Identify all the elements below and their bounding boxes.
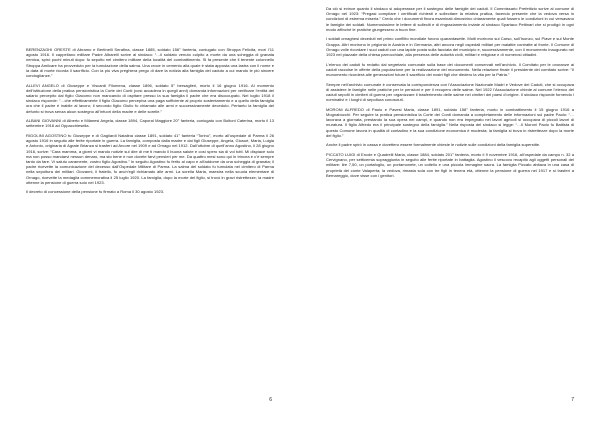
page-number-left: 6 (269, 397, 272, 403)
paragraph-rigolini: RIGOLINI AGOSTINO fu Giuseppe e di Gagliardi Natalina classe 1891, soldato 41° fanteria “Torino”, morto all’ospedale di Parma il 26 agosto 1916 in seguito alle ferite riportate in guerra. La famiglia, composta dalla madre e dai figli Giuseppe, Angela, Giosuè, Maria, Luigia e Antonio, originaria di Agrate Brianza si trasferì ad Arcore nel 1909 e ad Ornago nel 1912. Dall’ottobre di quell’anno Agostino, il 28 giugno 1916, scrive: “Cara mamma, a giorni vi mando notizie sul dire di me ti mando il buona salute e così spero sia di voi tutti. Mi dispiace solo ma non posso mandarvi nessun denaro, ma sto bene e non dovete farvi pensieri per me. Da quattro mesi sono qui in trincea e c’è sempre tanto da fare. Vi saluto caramente, vostro figlio Agostino.” In seguito Agostino fu ferito al capo e all’addome da una scheggia di granata; il padre ricevette la comunicazione del decesso dall’Ospedale Militare di Parma. La salma del soldato fu tumulata nel cimitero di Parma nella sepoltura dei militari. Giovanni, il fratello, fu anch’egli richiamato alle armi. La sorella Maria, maestra nella scuola elementare di Ornago, ricevette la medaglia commemorativa il 25 luglio 1920. La famiglia, dopo la morte del figlio, si trovò in gravi ristrettezze; la madre ottenne la pensione di guerra solo nel 1923. (26, 133, 274, 185)
paragraph-memorial-list: L’elenco dei caduti fu redatto dal segretario comunale sulla base dei documenti conservati nell’archivio. Il Comitato per le onoranze ai caduti raccolse le offerte della popolazione per la realizzazione del monumento. Nella relazione finale il presidente del comitato scrive: “Il monumento ricorderà alle generazioni future il sacrificio dei nostri figli che diedero la vita per la Patria.” (326, 61, 574, 78)
paragraph-moroni: MORONI ALFREDO di Paolo e Pavesi Maria, classe 1891, soldato 158° fanteria, morto in combattimento il 15 giugno 1916 a Mognabocchi. Per seguire la pratica pensionistica la Corte dei Conti domanda a completamento delle informazioni sul padre Paolo: “…lavorava a giornata, prestando la sua opera nei campi, e quando non era impegnato nei lavori agricoli si occupava di piccoli lavori di muratura. Il figlio Alfredo era il principale sostegno della famiglia.” Nella risposta del sindaco si legge: “…Il Moroni Paolo fu Battista di questo Comune lavora in qualità di contadino e la sua condizione economica è modesta; la famiglia si trova in ristrettezze dopo la morte del figlio.” (326, 106, 574, 138)
paragraph-moroni-note: Anche il padre spirò in cassa e dovettero essere formalmente chieste le notizie sulle condizioni della famiglia superstite. (326, 142, 541, 148)
paragraph-fallen-soldiers: I soldati ornaghesi deceduti nel primo conflitto mondiale furono quarantasette. Molti morirono sul Carso, sull’Isonzo, sul Piave e sul Monte Grappa. Altri morirono in prigionia in Austria e in Germania, altri ancora negli ospedali militari per malattie contratte al fronte. Il Comune di Ornago volle ricordare i suoi caduti con una lapide posta sulla facciata del municipio e, successivamente, con il monumento inaugurato nel 1923 nel piazzale della chiesa parrocchiale, alla presenza delle autorità civili, militari e religiose e di numerosi cittadini. (326, 36, 574, 58)
paragraph-berenzaghi: BERENZAGHI ORESTE di Abramo e Bertinelli Serafina, classe 1885, soldato 156° fanteria, coniugato con Stroppa Felicita, morì l’11 agosto 1916. Il cappellano militare Padre Albarelli scrive al sindaco: “…il soldato venuto colpito a morte da una scheggia di granata nemica, spirò pochi minuti dopo: fu sepolto nel cimitero militare della località del combattimento. Si fa presente che il tenente colonnello Stroppa Amilcare ha provveduto per la tumulazione della salma. Una croce in cemento alla quale è stata apposta una lastra con il nome e la data di morte ricorda il sacrificio. Con la più viva preghiera prego di dare la notizia alla famiglia del caduto a cui mando le più sincere condoglianze.” (26, 47, 274, 79)
paragraph-commissioner: Da ciò si evince quanto il sindaco si adoperasse per il sostegno delle famiglie dei caduti. Il Commissario Prefettizio scrive al comune di Ornago nel 1923: “Pregasi compilare i certificati richiesti e sollecitare la relativa pratica, facendo presente che la vedova versa in condizioni di estrema miseria.” Credo che i documenti finora esaminati dimostrino chiaramente quali fossero le condizioni in cui versavano le famiglie dei soldati. Numerosissime le lettere di solleciti e di ringraziamento inviate al sindaco Spartaco Pettinari che si prodigò in ogni modo affinché le pratiche giungessero a buon fine. (326, 6, 574, 32)
paragraph-association: Sempre nell’archivio comunale è conservata la corrispondenza con l’Associazione Nazionale Madri e Vedove dei Caduti, che si occupava di assistere le famiglie nelle pratiche per le pensioni e per il recupero delle salme. Nel 1922 l’Associazione chiede al comune l’elenco dei caduti sepolti in cimiteri di guerra per organizzare il trasferimento delle salme nei cimiteri dei paesi d’origine. Il sindaco risponde fornendo i nominativi e i luoghi di sepoltura conosciuti. (326, 81, 574, 103)
page-number-right: 7 (571, 397, 574, 403)
paragraph-allevi: ALLEVI ANGELO di Giuseppe e Viscardi Filomena, classe 1896, soldato 5° bersaglieri, morto il 16 giugno 1916. Al momento dell’istituzione della pratica pensionistica la Corte dei Conti (così accadeva in quegli anni) domanda informazioni per verificare l’entità del salario percepito dal figlio Giacomo non mancando di ospitare presso la sua famiglia il padre che era disoccupato. Nel luglio 1918 il sindaco risponde: “…che effettivamente il figlio Giacomo percepiva una paga sufficiente al proprio sostentamento e a quello della famiglia ora che il padre è inabile al lavoro; il secondo figlio Giulio fu chiamato alle armi e successivamente deceduto. Pertanto la famiglia del defunto si trova senza alcun sostegno all’infuori della madre e delle sorelle.” (26, 82, 274, 114)
right-page (300, 0, 600, 424)
paragraph-pension-decree: Il decreto di concessione della pensione fu firmato a Roma il 30 agosto 1923. (26, 189, 165, 195)
paragraph-albani: ALBANI GIOVANNI di Alberto e Milanesi Angela, classe 1894, Caporal Maggiore 20° fanteria, coniugato con Boltoni Caterina, morto il 13 settembre 1916 ad Oppacchiesella. (26, 118, 274, 129)
paragraph-piccato: PICCATO LUIGI di Ercole e Quadrelli Maria, classe 1884, soldato 201° fanteria, morto il 9 novembre 1916, all’ospedale da campo n. 32 a Cervignano, per setticemia sopraggiunta in seguito alle ferite riportate in battaglia. Agostino il vescovo recapitò agli oggetti personali del militare: lire 7,50, un portafoglio, un portamonete, un coltello e una piccola immagine sacra. La famiglia Piccato abitava in una casa di proprietà del conte Valaperta; la vedova, rimasta sola con tre figli in tenera età, ottenne la pensione di guerra nel 1917 e si trasferì a Bernareggio, dove visse con i genitori. (326, 152, 574, 178)
